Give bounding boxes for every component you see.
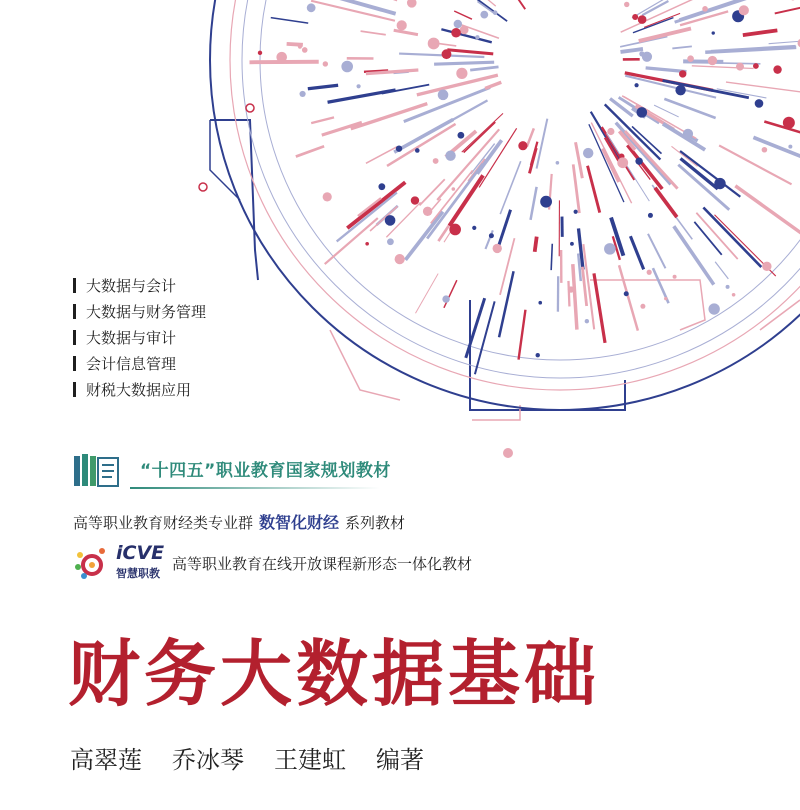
bullet-bar xyxy=(73,304,76,319)
scatter-dot xyxy=(428,38,440,50)
scatter-dot xyxy=(788,145,792,149)
ray-line xyxy=(499,271,514,337)
author-name: 高翠莲 xyxy=(70,746,142,774)
scatter-dot xyxy=(639,51,644,56)
scatter-dot xyxy=(538,301,542,305)
scatter-dot xyxy=(452,187,456,191)
scatter-dot xyxy=(472,226,476,230)
scatter-dot xyxy=(411,196,419,204)
scatter-dot xyxy=(617,157,628,168)
scatter-dot xyxy=(298,45,302,49)
bullet-bar xyxy=(73,356,76,371)
series-highlight: 数智化财经 xyxy=(259,513,340,532)
ray-line xyxy=(531,187,537,220)
book-stack-icon xyxy=(72,450,130,492)
ray-line xyxy=(621,0,695,32)
scatter-dot xyxy=(687,55,694,62)
scatter-dot xyxy=(454,20,462,28)
scatter-dot xyxy=(365,242,369,246)
ray-line xyxy=(271,18,308,23)
scatter-dot xyxy=(739,5,749,15)
scatter-dot xyxy=(456,68,467,79)
connector-dot xyxy=(503,448,513,458)
series-prefix: 高等职业教育财经类专业群 xyxy=(73,514,254,532)
ray-line xyxy=(648,234,665,268)
scatter-dot xyxy=(378,183,385,190)
ray-line xyxy=(434,62,494,64)
ray-line xyxy=(394,119,453,152)
ray-line xyxy=(625,131,678,189)
ray-line xyxy=(719,145,791,184)
major-label: 大数据与审计 xyxy=(86,328,177,347)
scatter-dot xyxy=(762,262,771,271)
scatter-dot xyxy=(585,319,589,323)
ray-line xyxy=(551,244,552,270)
scatter-dot xyxy=(540,196,552,208)
scatter-dot xyxy=(258,51,262,55)
ray-line xyxy=(416,274,439,314)
ray-line xyxy=(576,142,583,178)
ray-line xyxy=(743,30,778,35)
scatter-dot xyxy=(395,254,405,264)
icve-swirl-icon xyxy=(72,545,112,581)
icve-logo xyxy=(72,542,168,581)
ray-line xyxy=(715,262,728,279)
scatter-dot xyxy=(638,15,647,24)
scatter-dot xyxy=(714,178,725,189)
major-item xyxy=(73,376,206,402)
scatter-dot xyxy=(493,244,502,253)
scatter-dot xyxy=(299,91,305,97)
major-item xyxy=(73,350,206,376)
scatter-dot xyxy=(323,192,332,201)
ray-line xyxy=(456,0,507,21)
ray-line xyxy=(361,31,386,35)
major-label: 财税大数据应用 xyxy=(86,380,192,399)
ray-line xyxy=(405,212,442,260)
majors-list xyxy=(73,272,206,402)
ray-line xyxy=(672,46,692,48)
ray-line xyxy=(674,226,714,284)
national-plan-label: “十四五”职业教育国家规划教材 xyxy=(140,460,391,481)
scatter-dot xyxy=(442,295,449,302)
ray-line xyxy=(535,237,537,252)
bullet-bar xyxy=(73,278,76,293)
ray-line xyxy=(485,230,492,249)
scatter-dot xyxy=(415,148,420,153)
bullet-bar xyxy=(73,330,76,345)
icve-wordmark: iCVE xyxy=(116,542,165,564)
ray-line xyxy=(309,0,395,14)
ray-line xyxy=(654,105,679,117)
ray-line xyxy=(296,146,324,156)
ray-line xyxy=(692,66,754,69)
scatter-dot xyxy=(397,20,407,30)
ray-line xyxy=(639,29,691,42)
authors-line xyxy=(70,740,424,775)
national-plan-banner xyxy=(72,450,391,492)
ray-line xyxy=(527,128,534,146)
scatter-dot xyxy=(773,65,781,73)
ray-line xyxy=(573,264,577,330)
ray-line xyxy=(328,90,396,102)
scatter-dot xyxy=(583,148,593,158)
scatter-dot xyxy=(518,141,527,150)
series-line xyxy=(73,510,405,533)
scatter-dot xyxy=(570,242,574,246)
scatter-dot xyxy=(423,207,432,216)
scatter-dot xyxy=(407,0,417,8)
scatter-dot xyxy=(702,6,708,12)
ray-line xyxy=(703,207,761,267)
ray-line xyxy=(664,99,715,118)
scatter-dot xyxy=(341,61,353,73)
ray-line xyxy=(454,11,472,19)
scatter-dot xyxy=(493,10,498,15)
scatter-dot xyxy=(647,270,652,275)
ray-line xyxy=(775,0,800,13)
scatter-dot xyxy=(385,215,396,226)
scatter-dot xyxy=(624,2,629,7)
scatter-dot xyxy=(536,353,540,357)
ray-line xyxy=(568,281,569,307)
scatter-dot xyxy=(574,210,578,214)
scatter-dot xyxy=(433,158,439,164)
scatter-dot xyxy=(323,61,328,66)
scatter-dot xyxy=(457,132,464,139)
ray-line xyxy=(500,161,521,214)
scatter-dot xyxy=(356,84,360,88)
scatter-dot xyxy=(726,285,730,289)
scatter-dot xyxy=(449,224,461,236)
icve-description: 高等职业教育在线开放课程新形态一体化教材 xyxy=(172,554,473,573)
scatter-dot xyxy=(648,213,653,218)
ray-line xyxy=(594,273,605,343)
scatter-dot xyxy=(790,0,795,1)
ray-line xyxy=(444,280,457,308)
scatter-dot xyxy=(624,291,629,296)
scatter-dot xyxy=(675,85,685,95)
ray-line xyxy=(735,186,800,238)
ray-line xyxy=(485,82,501,88)
author-name: 乔冰琴 xyxy=(172,746,244,774)
scatter-dot xyxy=(568,286,574,292)
ray-line xyxy=(470,67,498,70)
scatter-dot xyxy=(438,90,449,101)
ray-line xyxy=(387,124,456,166)
ray-line xyxy=(311,117,334,123)
ray-line xyxy=(769,37,800,44)
scatter-dot xyxy=(556,161,560,165)
scatter-dot xyxy=(753,63,759,69)
ray-line xyxy=(519,310,526,360)
scatter-dot xyxy=(445,150,455,160)
ray-line xyxy=(705,47,796,52)
scatter-dot xyxy=(640,304,645,309)
scatter-dot xyxy=(480,11,488,19)
scatter-dot xyxy=(736,63,744,71)
major-label: 大数据与财务管理 xyxy=(86,302,207,321)
ray-line xyxy=(630,236,643,269)
scatter-dot xyxy=(607,128,614,135)
major-item xyxy=(73,298,206,324)
ray-line xyxy=(479,128,516,187)
ray-line xyxy=(420,179,445,205)
ray-line xyxy=(619,265,638,330)
scatter-dot xyxy=(475,35,479,39)
scatter-dot xyxy=(732,293,736,297)
icve-cn-mark: 智慧职教 xyxy=(116,567,160,580)
ray-line xyxy=(498,210,510,247)
frame-line xyxy=(590,280,705,330)
ray-line xyxy=(537,119,548,169)
scatter-dot xyxy=(762,147,768,153)
bullet-bar xyxy=(73,382,76,397)
scatter-dot xyxy=(635,157,642,164)
scatter-dot xyxy=(451,28,461,38)
ray-line xyxy=(753,137,800,156)
ray-line xyxy=(620,49,642,52)
scatter-dot xyxy=(679,70,686,77)
scatter-dot xyxy=(708,56,717,65)
scatter-dot xyxy=(755,99,764,108)
scatter-dot xyxy=(683,129,693,139)
scatter-dot xyxy=(634,83,638,87)
connector-dot xyxy=(246,104,254,112)
ray-line xyxy=(588,166,600,213)
frame-line xyxy=(210,120,258,280)
connector-dot xyxy=(199,183,207,191)
series-suffix: 系列教材 xyxy=(345,514,406,532)
scatter-dot xyxy=(302,47,308,53)
major-label: 会计信息管理 xyxy=(86,354,177,373)
scatter-dot xyxy=(396,145,402,151)
scatter-dot xyxy=(276,52,287,63)
scatter-dot xyxy=(664,297,667,300)
scatter-dot xyxy=(387,238,394,245)
scatter-dot xyxy=(637,107,648,118)
scatter-dot xyxy=(460,26,469,35)
scatter-dot xyxy=(673,275,677,279)
ray-line xyxy=(529,148,536,173)
icve-line xyxy=(72,542,473,581)
ray-line xyxy=(447,50,493,54)
scatter-dot xyxy=(442,49,452,59)
ray-line xyxy=(500,238,514,295)
frame-line xyxy=(760,300,800,330)
author-role: 编著 xyxy=(376,746,424,774)
major-item xyxy=(73,324,206,350)
banner-underline xyxy=(130,487,380,489)
ray-line xyxy=(644,13,680,27)
ray-line xyxy=(475,301,495,374)
ray-line xyxy=(632,126,661,153)
scatter-dot xyxy=(783,117,795,129)
scatter-dot xyxy=(708,303,719,314)
ray-line xyxy=(516,0,525,9)
scatter-dot xyxy=(489,233,494,238)
ray-line xyxy=(655,188,677,217)
scatter-dot xyxy=(632,14,638,20)
major-item xyxy=(73,272,206,298)
scatter-dot xyxy=(604,243,616,255)
book-title: 财务大数据基础 xyxy=(68,632,601,716)
ray-line xyxy=(726,82,800,93)
major-label: 大数据与会计 xyxy=(86,276,177,295)
scatter-dot xyxy=(712,31,715,34)
ray-line xyxy=(308,85,338,88)
author-name: 王建虹 xyxy=(274,746,346,774)
ray-line xyxy=(366,147,397,164)
scatter-dot xyxy=(307,3,316,12)
ray-line xyxy=(394,30,418,34)
ray-line xyxy=(642,1,668,15)
ray-line xyxy=(573,164,579,213)
